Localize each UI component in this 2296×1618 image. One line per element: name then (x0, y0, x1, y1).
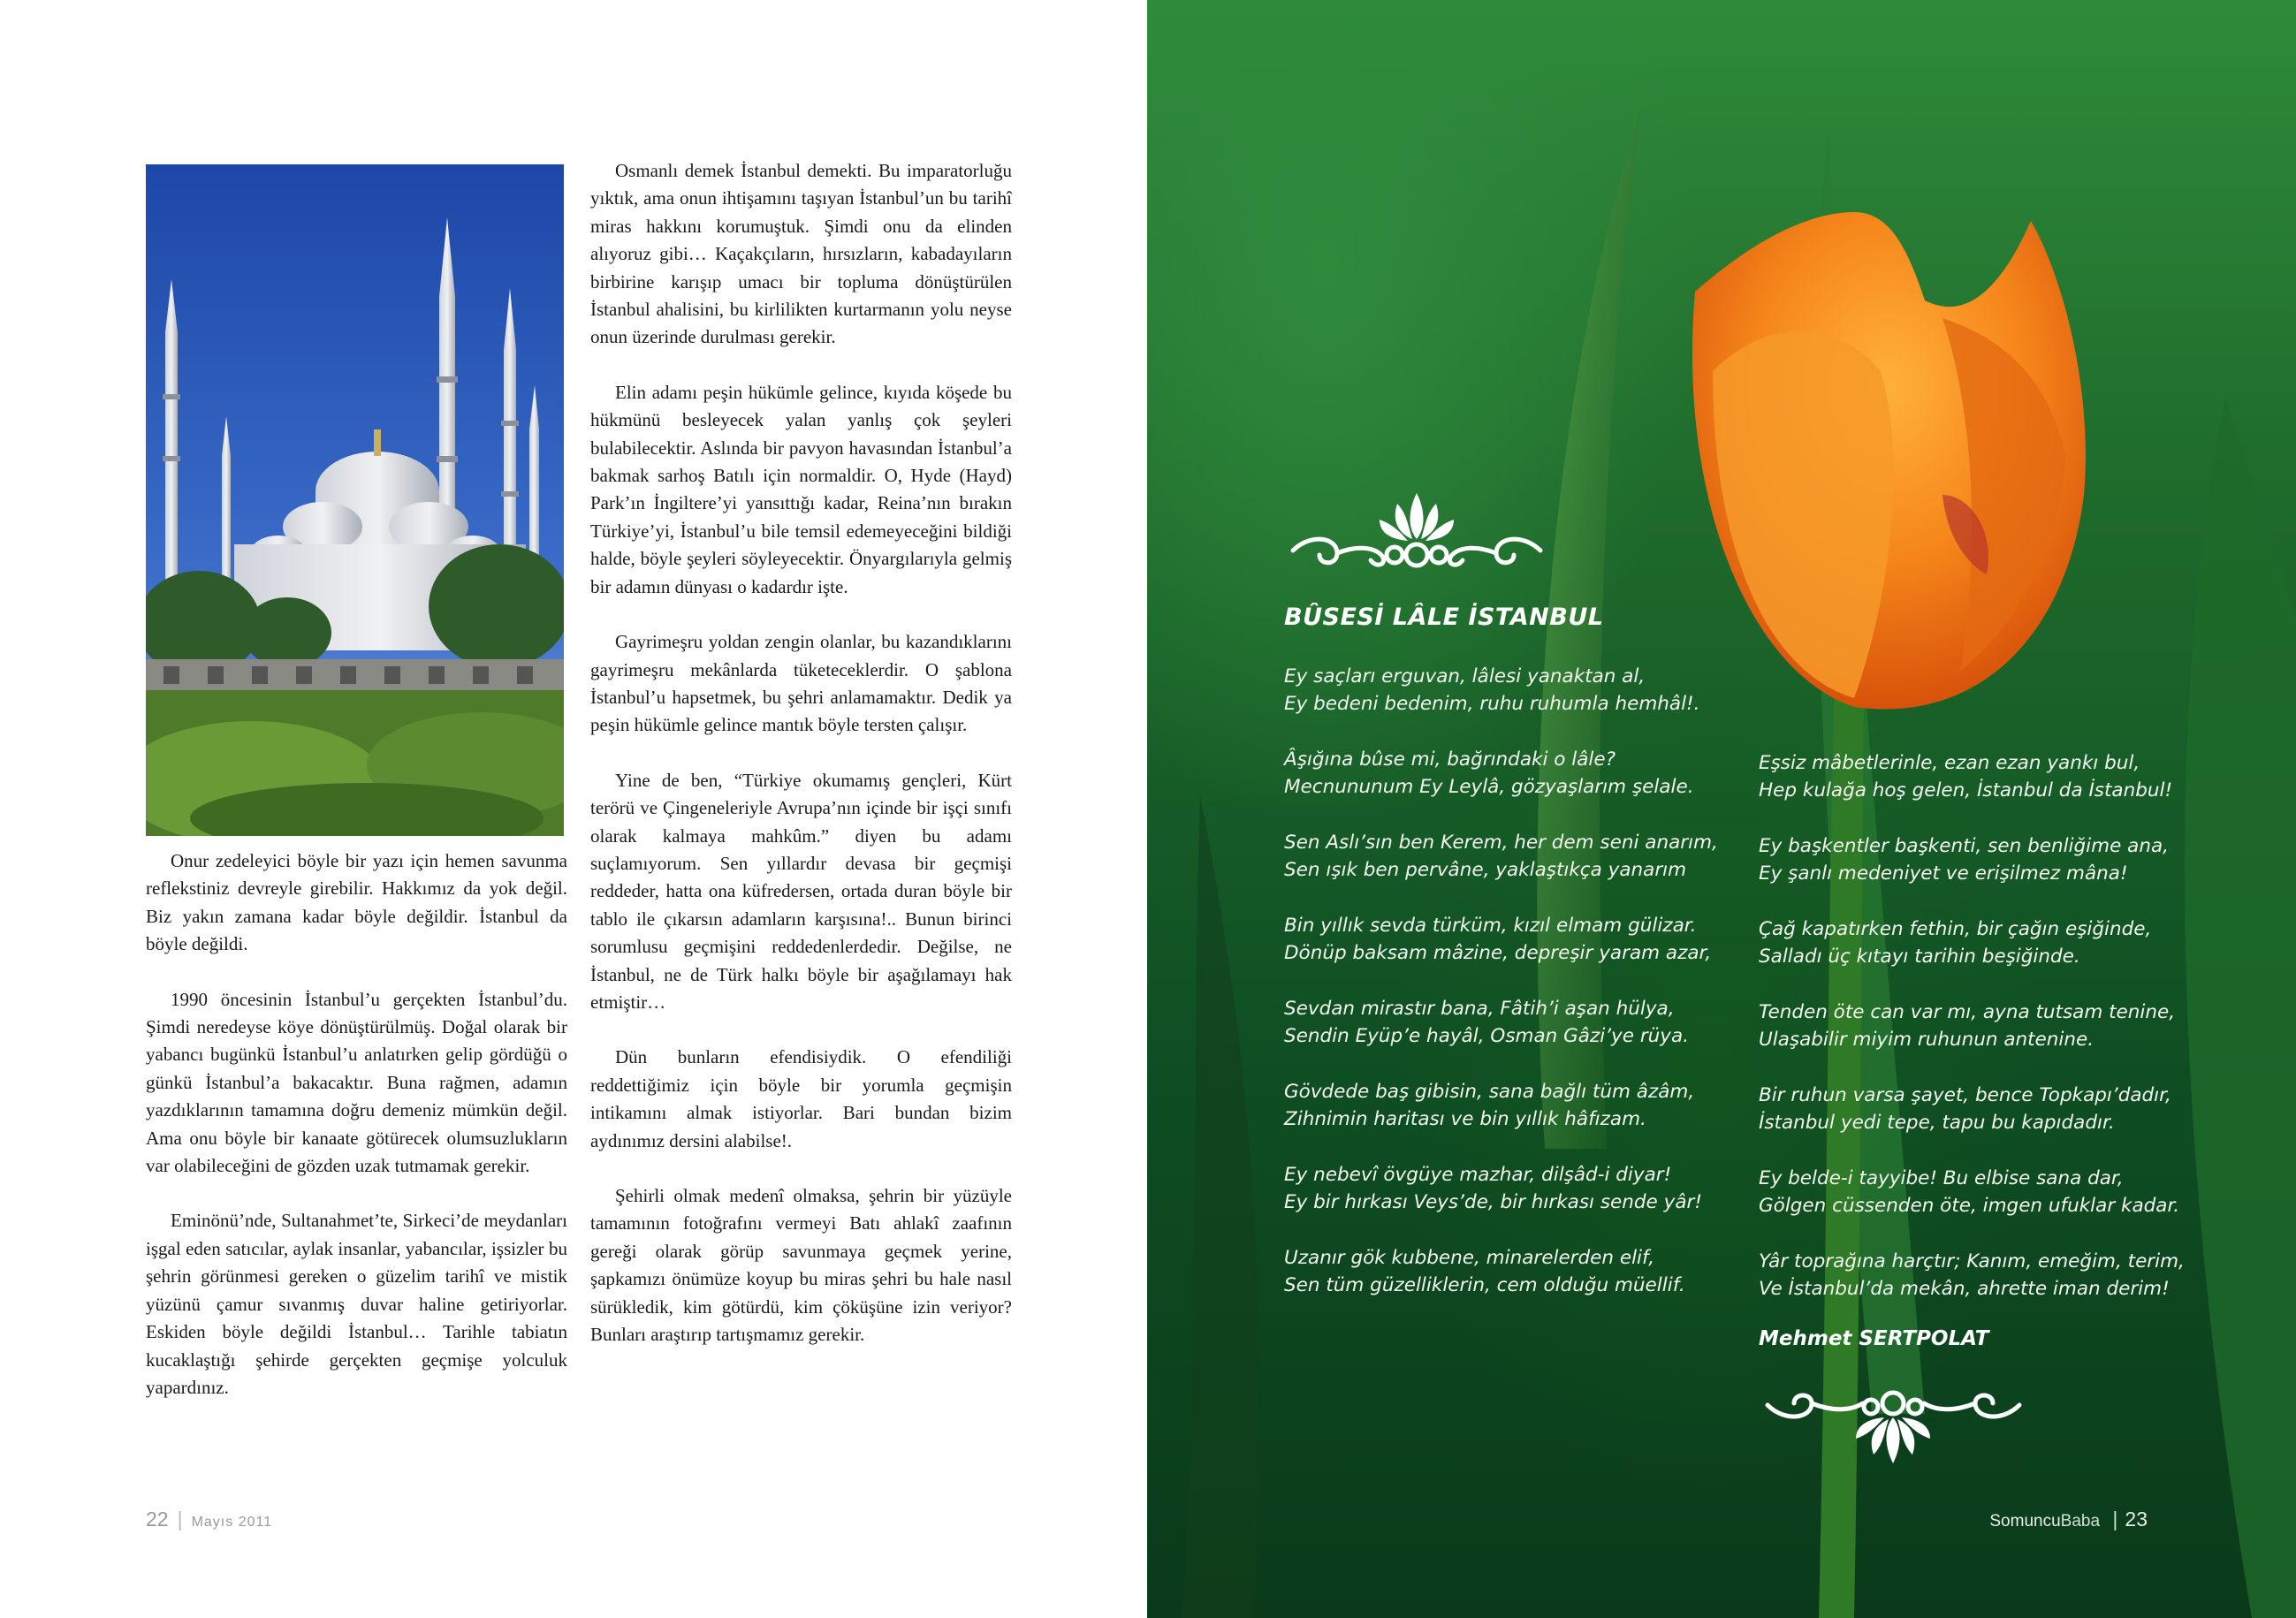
verse-line: Sen tüm güzelliklerin, cem olduğu müellif. (1284, 1274, 1685, 1296)
page-folio-right (1989, 1508, 2148, 1531)
verse-line: Hep kulağa hoş gelen, İstanbul da İstanbul! (1759, 779, 2173, 801)
verse-line: Mecnununum Ey Leylâ, gözyaşlarım şelale. (1284, 776, 1694, 798)
stanza (1759, 999, 2185, 1053)
article-column-2 (590, 157, 1012, 1376)
poem-title: BÛSESİ LÂLE İSTANBUL (1284, 604, 1604, 631)
verse-line: Âşığına bûse mi, bağrındaki o lâle? (1284, 748, 1616, 771)
paragraph: Onur zedeleyici böyle bir yazı için hemen savunma reflekstiniz devreyle girebilir. Hakkımız da yok değil. Biz yakın zamana kadar böyle değildir. İstanbul da böyle değildi. (146, 850, 567, 955)
paragraph: Şehirli olmak medenî olmaksa, şehrin bir yüzüyle tamamının fotoğrafını vermeyi Batı ahlakî zaafının gereği olarak görüp savunmaya geçmek yerine, şapkamızı önümüze koyup bu miras şehri bu hale nasıl sürükledik, kim götürdü, kim çöküşüne izin veriyor? Bunları araştırıp tartışmamız gerekir. (590, 1185, 1012, 1346)
verse-line: Sen ışık ben pervâne, yaklaştıkça yanarım (1284, 859, 1687, 881)
verse-line: Ey nebevî övgüye mazhar, dilşâd-i diyar! (1284, 1164, 1672, 1186)
verse-line: Bin yıllık sevda türküm, kızıl elmam gülizar. (1284, 915, 1697, 937)
verse-line: Ey belde-i tayyibe! Bu elbise sana dar, (1759, 1167, 2124, 1189)
verse-line: Zihnimin haritası ve bin yıllık hâfızam. (1284, 1108, 1646, 1130)
article-column-1 (146, 847, 567, 1429)
stanza (1759, 749, 2185, 804)
verse-line: Salladı üç kıtayı tarihin beşiğinde. (1759, 946, 2080, 968)
brand-part: Baba (2060, 1512, 2101, 1531)
verse-line: Tenden öte can var mı, ayna tutsam tenine, (1759, 1001, 2176, 1023)
verse-line: Dönüp baksam mâzine, depreşir yaram azar, (1284, 942, 1712, 964)
verse-line: Yâr toprağına harçtır; Kanım, emeğim, terim, (1759, 1250, 2185, 1272)
verse-line: Sen Aslı’sın ben Kerem, her dem seni anarım, (1284, 832, 1718, 854)
separator: | (2112, 1508, 2118, 1531)
left-page (0, 0, 1147, 1618)
poem-stanzas-right (1759, 749, 2185, 1331)
right-page (1147, 0, 2296, 1618)
paragraph: Osmanlı demek İstanbul demekti. Bu imparatorluğu yıktık, ama onun ihtişamını taşıyan İstanbul’un bu tarihî miras hakkını korumuştuk. Şimdi onu da elinden alıyoruz gibi… Kaçakçıların, hırsızların, kabadayıların birbirine karışıp umacı bir topluma dönüştürülen İstanbul ahalisini, bu kirlilikten kurtarmanın yolu neyse onun üzerinde durulması gerekir. (590, 160, 1012, 348)
page-folio-left: 22 | Mayıs 2011 (146, 1508, 273, 1531)
paragraph: Yine de ben, “Türkiye okumamış gençleri, Kürt terörü ve Çingeneleriyle Avrupa’nın içinde bir işçi sınıfı olarak kalmaya mahkûm.” diyen bu adamı suçlamıyorum. Sen yıllardır devasa bir geçmişi reddeder, hatta ona küfredersen, ortada duran böyle bir tablo ile çıkarsın adamların karşısına!.. Bunun birinci sorumlusu geçmişini reddedenlerdedir. Değilse, ne İstanbul, ne de Türk halkı böyle bir aşağılamayı hak etmiştir… (590, 769, 1012, 1013)
verse-line: Ve İstanbul’da mekân, ahrette iman derim! (1759, 1278, 2170, 1300)
page-number: 23 (2125, 1508, 2148, 1531)
stanza (1759, 1248, 2185, 1303)
ornament-divider (1759, 1387, 2028, 1467)
stanza (1284, 1244, 1718, 1299)
stanza (1759, 1165, 2185, 1219)
poem-author: Mehmet SERTPOLAT (1759, 1327, 1989, 1350)
stanza (1284, 1078, 1718, 1133)
stanza (1284, 829, 1718, 884)
poem-stanzas-left (1284, 663, 1718, 1327)
verse-line: İstanbul yedi tepe, tapu bu kapıdadır. (1759, 1112, 2115, 1134)
verse-line: Gölgen cüssenden öte, imgen ufuklar kadar. (1759, 1195, 2180, 1217)
paragraph: Dün bunların efendisiydik. O efendiliği reddettiğimiz için böyle bir yorumla geçmişin intikamını almak istiyorlar. Bari bundan bizim aydınımız dersini alabilse!. (590, 1046, 1012, 1151)
verse-line: Bir ruhun varsa şayet, bence Topkapı’dadır, (1759, 1084, 2171, 1106)
stanza (1759, 1082, 2185, 1136)
verse-line: Ey bir hırkası Veys’de, bir hırkası sende yâr! (1284, 1191, 1702, 1213)
verse-line: Eşsiz mâbetlerinle, ezan ezan yankı bul, (1759, 752, 2140, 774)
brand-part: Somuncu (1989, 1512, 2061, 1531)
mosque-photo (146, 164, 564, 836)
stanza (1284, 1161, 1718, 1216)
stanza (1759, 915, 2185, 970)
magazine-brand (1989, 1512, 2100, 1531)
stanza (1284, 663, 1718, 718)
verse-line: Ey başkentler başkenti, sen benliğime ana, (1759, 835, 2169, 857)
paragraph: Eminönü’nde, Sultanahmet’te, Sirkeci’de meydanları işgal eden satıcılar, aylak insanlar, yabancılar, işsizler bu şehrin görünmesi gereken o güzelim tarihî ve mistik yüzünü çamur sıvanmış duvar haline getiriyorlar. Eskiden böyle değildi İstanbul… Tarihle tabiatın kucaklaştığı şehirde gerçekten geçmişe yolculuk yapardınız. (146, 1210, 567, 1398)
issue-date: Mayıs 2011 (191, 1515, 273, 1530)
verse-line: Gövdede baş gibisin, sana bağlı tüm âzâm, (1284, 1081, 1695, 1103)
paragraph: Elin adamı peşin hükümle gelince, kıyıda köşede bu hükmünü besleyecek yalan yanlış çok şeyleri bulabilecektir. Aslında bir pavyon havasından İstanbul’a bakmak sarhoş Batılı için normaldir. O, Hyde (Hayd) Park’ın İngiltere’yi yansıttığı kadar, Reina’nın bırakın Türkiye’yi, İstanbul’u bile temsil edemeyeceğini bildiği halde, böyle şeyleri söyleyecektir. Önyargılarıyla gelmiş bir adamın dünyası o kadardır işte. (590, 381, 1012, 597)
verse-line: Ey şanlı medeniyet ve erişilmez mâna! (1759, 862, 2128, 885)
stanza (1284, 746, 1718, 801)
verse-line: Sendin Eyüp’e hayâl, Osman Gâzi’ye rüya. (1284, 1025, 1690, 1047)
verse-line: Ey saçları erguvan, lâlesi yanaktan al, (1284, 665, 1646, 687)
verse-line: Sevdan mirastır bana, Fâtih’i aşan hülya, (1284, 998, 1675, 1020)
paragraph: Gayrimeşru yoldan zengin olanlar, bu kazandıklarını gayrimeşru mekânlarda tüketeceklerdir. O şablona İstanbul’u hapsetmek, bu şehri anlamamaktır. Dedik ya peşin hükümle gelince mantık böyle tersten çalışır. (590, 631, 1012, 736)
page-number: 22 (146, 1508, 169, 1531)
stanza (1284, 995, 1718, 1050)
verse-line: Ulaşabilir miyim ruhunun antenine. (1759, 1029, 2095, 1051)
verse-line: Ey bedeni bedenim, ruhu ruhumla hemhâl!. (1284, 693, 1700, 715)
verse-line: Uzanır gök kubbene, minarelerden elif, (1284, 1247, 1655, 1269)
paragraph: 1990 öncesinin İstanbul’u gerçekten İstanbul’du. Şimdi neredeyse köye dönüştürülmüş. Doğal olarak bir yabancı bugünkü İstanbul’u anlatırken gelip gördüğü o günkü İstanbul’a bakacaktır. Buna rağmen, adamın yazdıklarının tamamına doğru demeniz mümkün değil. Ama onu böyle bir kanaate götürecek olumsuzlukların var olabileceğini de gözden uzak tutmamak gerekir. (146, 988, 567, 1177)
ornament-divider (1284, 484, 1549, 573)
stanza (1759, 832, 2185, 887)
stanza (1284, 912, 1718, 967)
verse-line: Çağ kapatırken fethin, bir çağın eşiğinde, (1759, 918, 2152, 940)
